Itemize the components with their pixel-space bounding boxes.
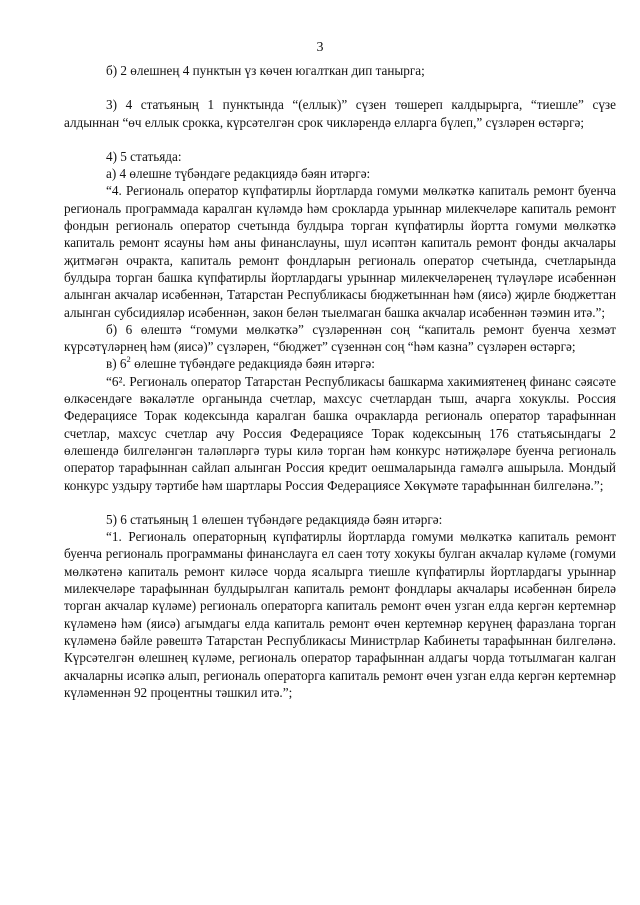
paragraph-4v-suffix: өлешне түбәндәге редакциядә бәян итәргә: (130, 356, 375, 372)
superscript: 2 (126, 353, 131, 364)
document-body (64, 62, 616, 701)
paragraph-4a: а) 4 өлешне түбәндәге редакциядә бәян итәргә: (106, 166, 371, 182)
quote-part-1: “1. Региональ операторның күпфатирлы йортларда гомуми мөлкәткә капиталь ремонт буенча региональ программаны финанслауга ел саен тоту хокукы булган акчалар күләме (гомуми мөлкәтенә капиталь ремонт киләсе чорда ясалырга тиешле күпфатирлы йортлардагы урыннар милекчеләре тарафыннан булдырылган капиталь ремонт фондлары акчалары исәбеннән бирелә торган акчалар күләме) региональ операторга капиталь ремонт өчен узган елда кергән кертемнәр күләменә һәм (яисә) агымдагы елда капиталь ремонт өчен кертемнәр керүнең фаразлана торган күләменә бәйле рәвештә Татарстан Республикасы Министрлар Кабинеты тарафыннан билгеләнә. Күрсәтелгән өлешнең күләме, региональ оператор тарафыннан алдагы чорда тотылмаган калган акчаларны исәпкә алып, региональ операторга капиталь ремонт өчен узган елда кергән кертемнәр күләменнән 92 процентны тәшкил итә.”; (64, 529, 616, 700)
paragraph-4v-prefix: в) 6 (106, 356, 127, 372)
quote-part-4: “4. Региональ оператор күпфатирлы йортларда гомуми мөлкәткә капиталь ремонт буенча региональ программада каралган күләмдә һәм срокларда урыннар милекчеләре капиталь ремонт фондын региональ оператор счетында булдыра торган күпфатирлы йортта гомуми мөлкәткә капиталь ремонт ясауны һәм аны финанслауны, шул исәптән капиталь ремонт фонды акчалары җитмәгән очракта, капиталь ремонт фондларын региональ оператор счетында, счетларында булдыра торган башка күпфатирлы йортлардагы урыннар милекчеләренең түләүләре исәбеннән алынган акчалар исәбеннән, Татарстан Республикасы бюджетыннан һәм (яисә) җирле бюджеттан алынган субсидияләр исәбеннән, закон белән тыелмаган башка акчалар исәбеннән тәэмин итә.”; (64, 183, 616, 320)
paragraph-4v (64, 355, 616, 372)
paragraph-5: 5) 6 статьяның 1 өлешен түбәндәге редакциядә бәян итәргә: (106, 511, 443, 527)
paragraph-4b: б) 6 өлештә “гомуми мөлкәткә” сүзләреннән соң “капиталь ремонт буенча хезмәт күрсәтүләрнең һәм (яисә)” сүзләрен, “бюджет” сүзеннән соң “һәм казна” сүзләрен өстәргә; (64, 321, 616, 355)
page-number: 3 (316, 40, 324, 55)
paragraph-b-2: б) 2 өлешнең 4 пунктын үз көчен югалткан дип танырга; (106, 63, 425, 78)
paragraph-3: 3) 4 статьяның 1 пунктында “(еллык)” сүзен төшереп калдырырга, “тиешле” сүзе алдыннан “өч еллык срокка, күрсәтелгән срок чикләрендә елларга бүлеп,” сүзләрен өстәргә; (64, 97, 616, 130)
paragraph-4: 4) 5 статьяда: (106, 148, 182, 164)
quote-part-6-2: “6². Региональ оператор Татарстан Республикасы башкарма хакимиятенең финанс сәясәте өлкәсендәге вәкаләтле органында счетлар, махсус счетлардан тыш, ачарга хокуклы. Россия Федерациясе Торак кодексында каралган башка очракларда региональ оператор тарафыннан счетлар, махсус счетлар ачу Россия Федерациясе Торак кодексының 176 статьясындагы 2 өлешендә билгеләнгән таләпләргә туры килә торган һәм конкурс нәтиҗәләре буенча региональ оператор тарафыннан сайлап алынган Россия кредит оешмаларында гамәлгә ашырыла. Мондый конкурс уздыру тәртибе һәм шартлары Россия Федерациясе Хөкүмәте тарафыннан билгеләнә.”; (64, 373, 616, 493)
